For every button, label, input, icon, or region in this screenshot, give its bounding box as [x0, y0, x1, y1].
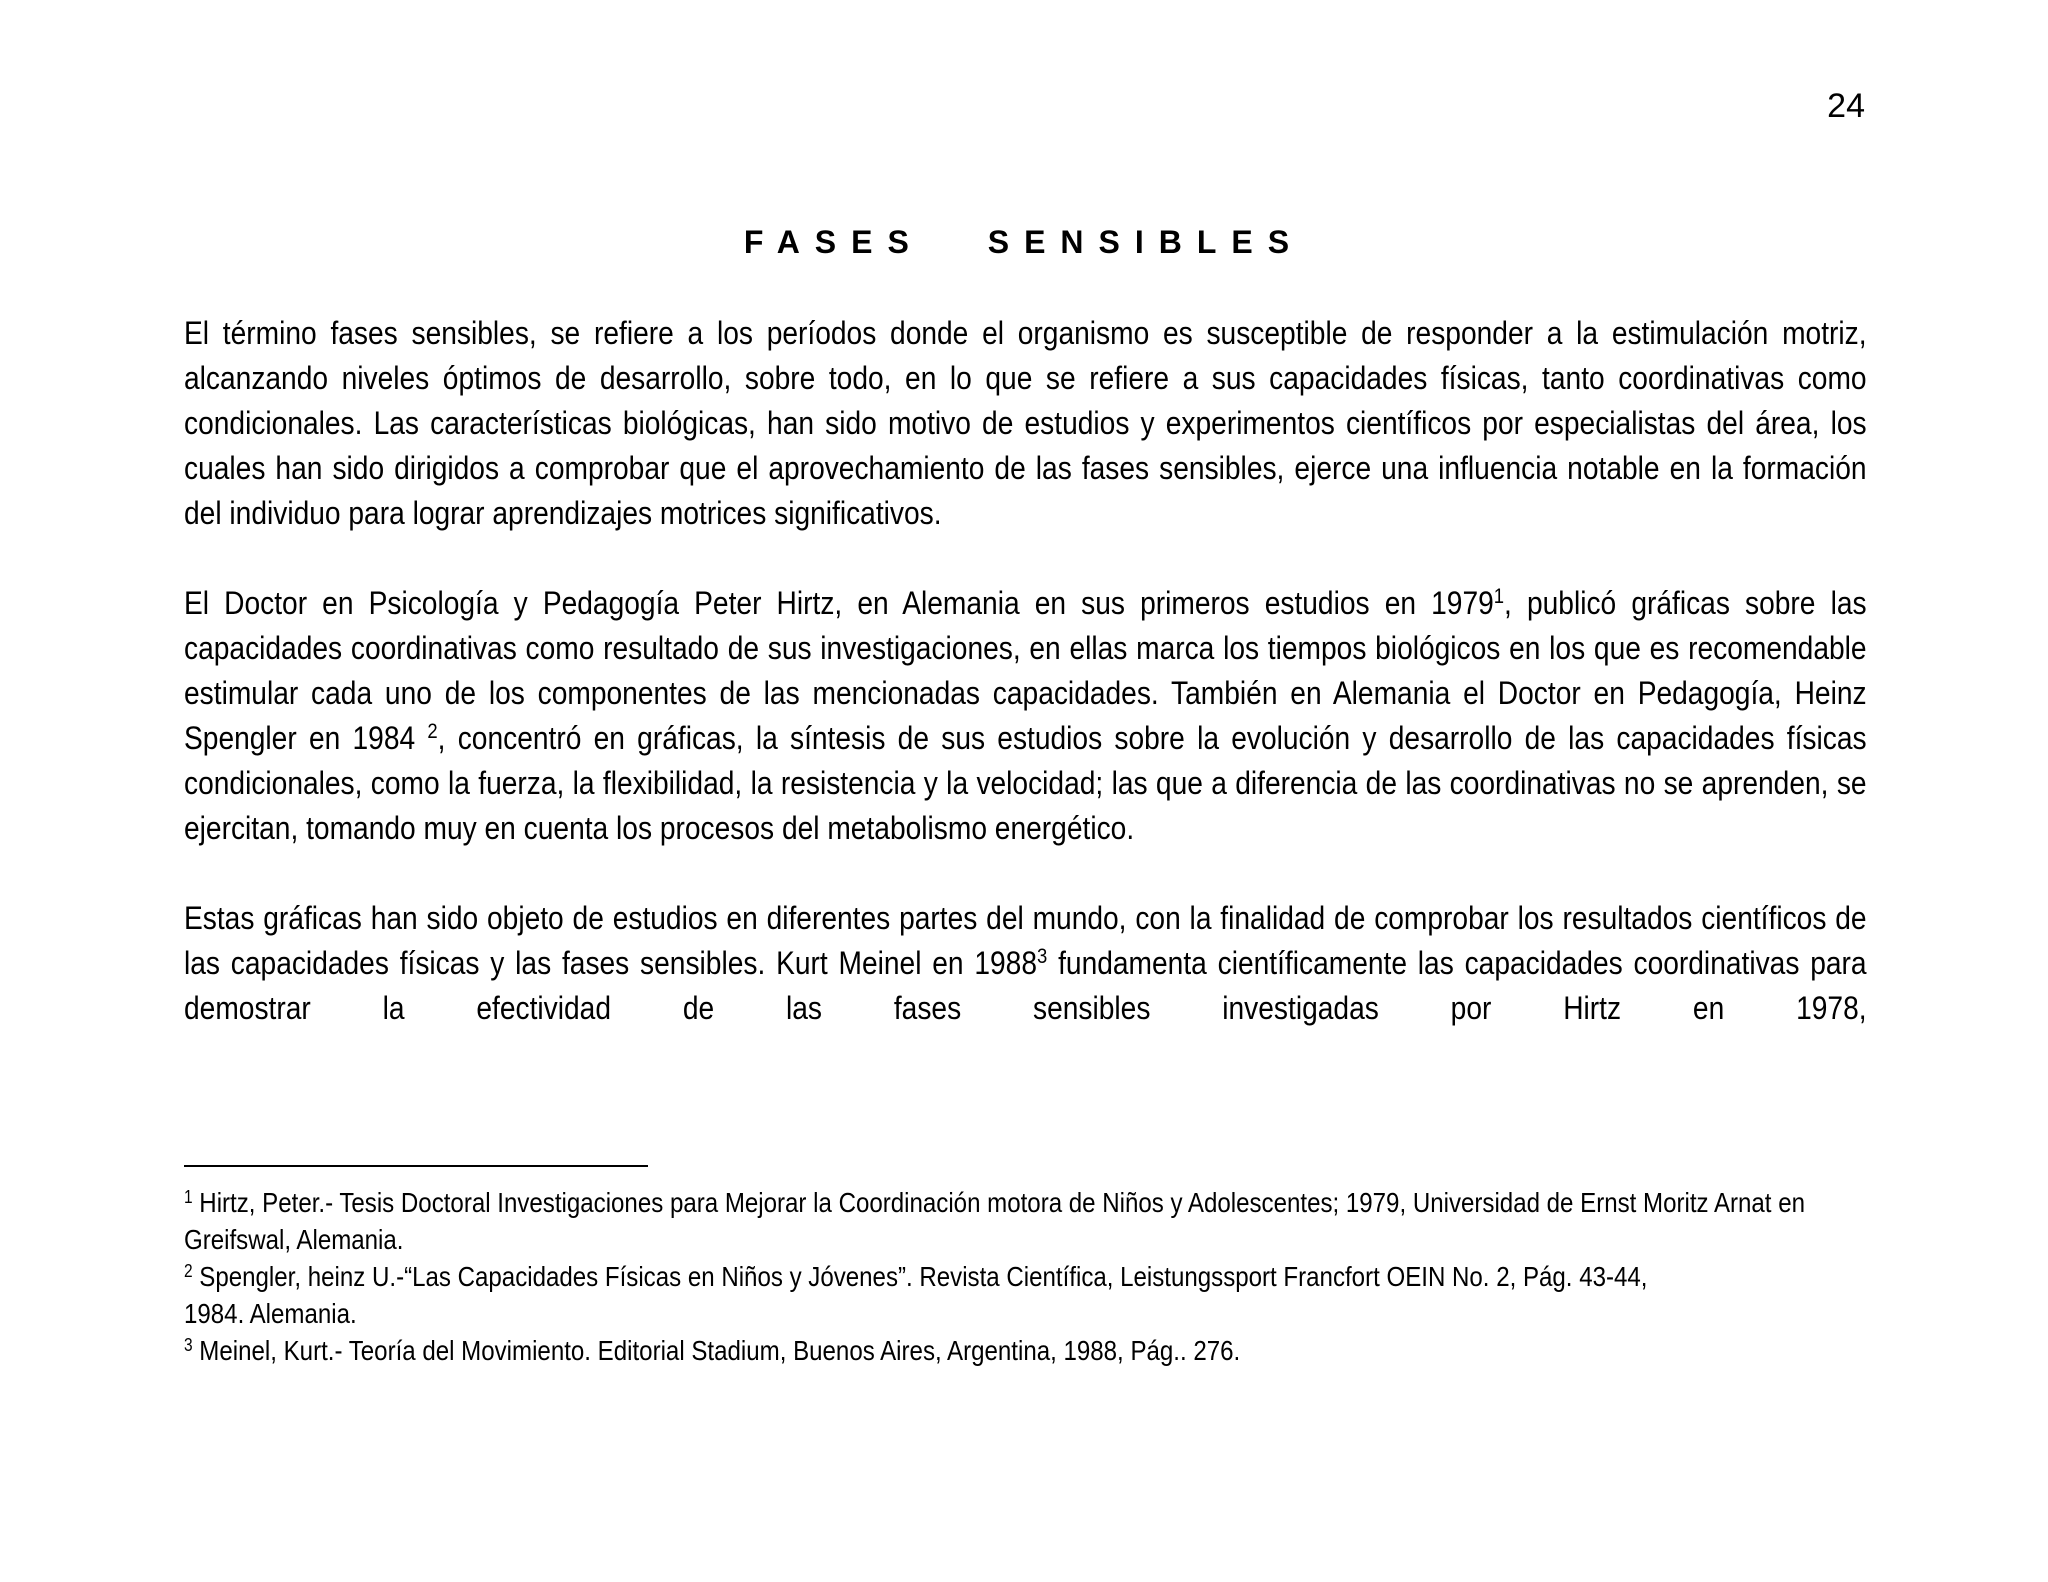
paragraph-2-text-a: El Doctor en Psicología y Pedagogía Peter Hirtz, en Alemania en sus primeros estudios en 1979 [184, 585, 1494, 621]
footnote-2-text: Spengler, heinz U.-“Las Capacidades Físicas en Niños y Jóvenes”. Revista Científica, Leistungssport Francfort OEIN No. 2, Pág. 43-44, [192, 1261, 1648, 1292]
footnote-1 [184, 1184, 1870, 1258]
paragraph-1-text: El término fases sensibles, se refiere a los períodos donde el organismo es susceptible de responder a la estimulación motriz, alcanzando niveles óptimos de desarrollo, sobre todo, en lo que se refiere a sus capacidades físicas, tanto coordinativas como condicionales. Las características biológicas, han sido motivo de estudios y experimentos científicos por especialistas del área, los cuales han sido dirigidos a comprobar que el aprovechamiento de las fases sensibles, ejerce una influencia notable en la formación del individuo para lograr aprendizajes motrices significativos. [184, 315, 1867, 531]
footnote-divider [184, 1165, 648, 1167]
page-number: 24 [1827, 87, 1865, 125]
footnote-ref-1[interactable]: 1 [1493, 585, 1505, 608]
footnotes [184, 1184, 1870, 1369]
paragraph-2-text-b: , publicó gráficas sobre las capacidades coordinativas como resultado de sus investigaciones, en ellas marca los tiempos biológicos en los que es recomendable estimular cada uno de los componentes de las mencionadas capacidades. También en Alemania el Doctor en Pedagogía, Heinz Spengler en 1984 [184, 585, 1867, 756]
footnote-ref-2[interactable]: 2 [427, 720, 438, 743]
paragraph-3-text-b: fundamenta científicamente las capacidades coordinativas para demostrar la efectividad de las fases sensibles investigadas por Hirtz en 1978, [184, 945, 1867, 1026]
section-title: FASES SENSIBLES [743, 224, 1305, 260]
footnote-2-number: 2 [184, 1261, 193, 1281]
footnote-1-text: Hirtz, Peter.- Tesis Doctoral Investigaciones para Mejorar la Coordinación motora de Niños y Adolescentes; 1979, Universidad de Ernst Moritz Arnat en Greifswal, Alemania. [184, 1187, 1805, 1255]
paragraph-3 [184, 896, 1867, 1031]
footnote-2 [184, 1258, 1870, 1332]
footnote-3-text: Meinel, Kurt.- Teoría del Movimiento. Editorial Stadium, Buenos Aires, Argentina, 1988, Pág.. 276. [192, 1335, 1241, 1366]
paragraph-3-text-a: Estas gráficas han sido objeto de estudios en diferentes partes del mundo, con la finalidad de comprobar los resultados científicos de las capacidades físicas y las fases sensibles. Kurt Meinel en 1988 [184, 900, 1867, 981]
footnote-2-text-cont: 1984. Alemania. [184, 1298, 357, 1329]
footnote-3-number: 3 [184, 1335, 193, 1355]
paragraph-2-text-c: , concentró en gráficas, la síntesis de sus estudios sobre la evolución y desarrollo de las capacidades físicas condicionales, como la fuerza, la flexibilidad, la resistencia y la velocidad; las que a diferencia de las coordinativas no se aprenden, se ejercitan, tomando muy en cuenta los procesos del metabolismo energético. [184, 720, 1867, 846]
body-text [184, 311, 1867, 1076]
footnote-ref-3[interactable]: 3 [1037, 945, 1048, 968]
footnote-1-number: 1 [184, 1187, 193, 1207]
paragraph-2 [184, 581, 1867, 851]
footnote-3 [184, 1332, 1870, 1369]
paragraph-1 [184, 311, 1867, 536]
